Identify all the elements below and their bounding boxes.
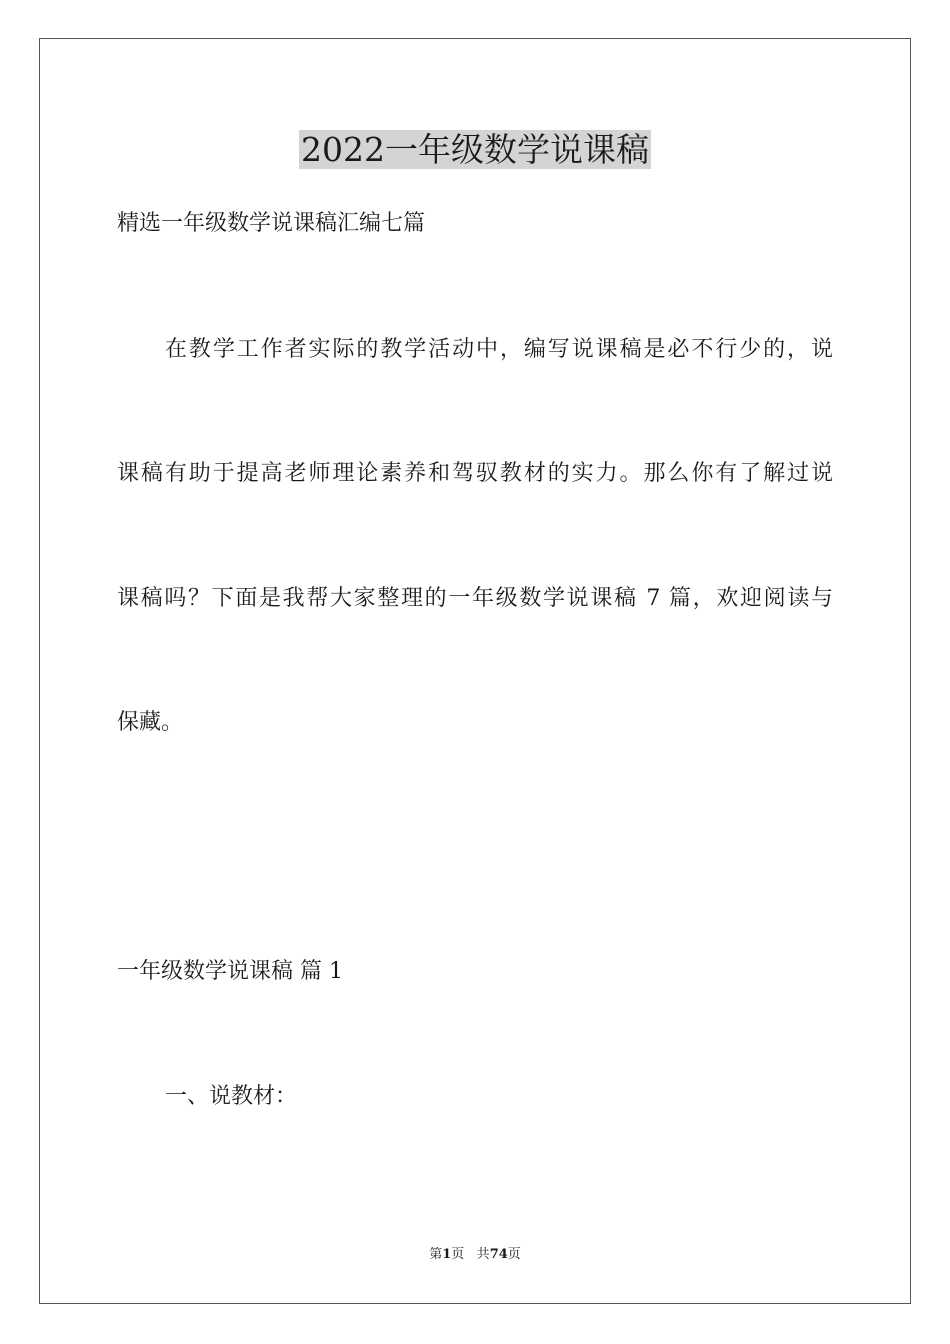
- intro-line-2: 课稿有助于提高老师理论素养和驾驭教材的实力。那么你有了解过说: [117, 461, 833, 486]
- document-title: [0, 128, 950, 172]
- intro-line-4: 保藏。: [117, 710, 184, 735]
- document-subtitle: 精选一年级数学说课稿汇编七篇: [117, 211, 426, 236]
- section-heading: 一年级数学说课稿 篇 1: [117, 959, 343, 984]
- intro-line-3: 课稿吗？下面是我帮大家整理的一年级数学说课稿 7 篇，欢迎阅读与: [117, 586, 833, 611]
- footer-total-suffix: 页: [507, 1247, 521, 1262]
- footer-total-pages: 74: [489, 1247, 508, 1262]
- footer-prefix: 第: [429, 1247, 443, 1262]
- footer-page-number: 1: [442, 1247, 452, 1262]
- page-footer: [0, 1246, 950, 1264]
- footer-total-prefix: 共: [476, 1247, 490, 1262]
- subsection-heading: 一、说教材：: [165, 1084, 298, 1109]
- intro-line-1: 在教学工作者实际的教学活动中，编写说课稿是必不行少的，说: [165, 337, 833, 362]
- document-title-text: 2022一年级数学说课稿: [301, 130, 649, 169]
- footer-page-suffix: 页: [451, 1247, 465, 1262]
